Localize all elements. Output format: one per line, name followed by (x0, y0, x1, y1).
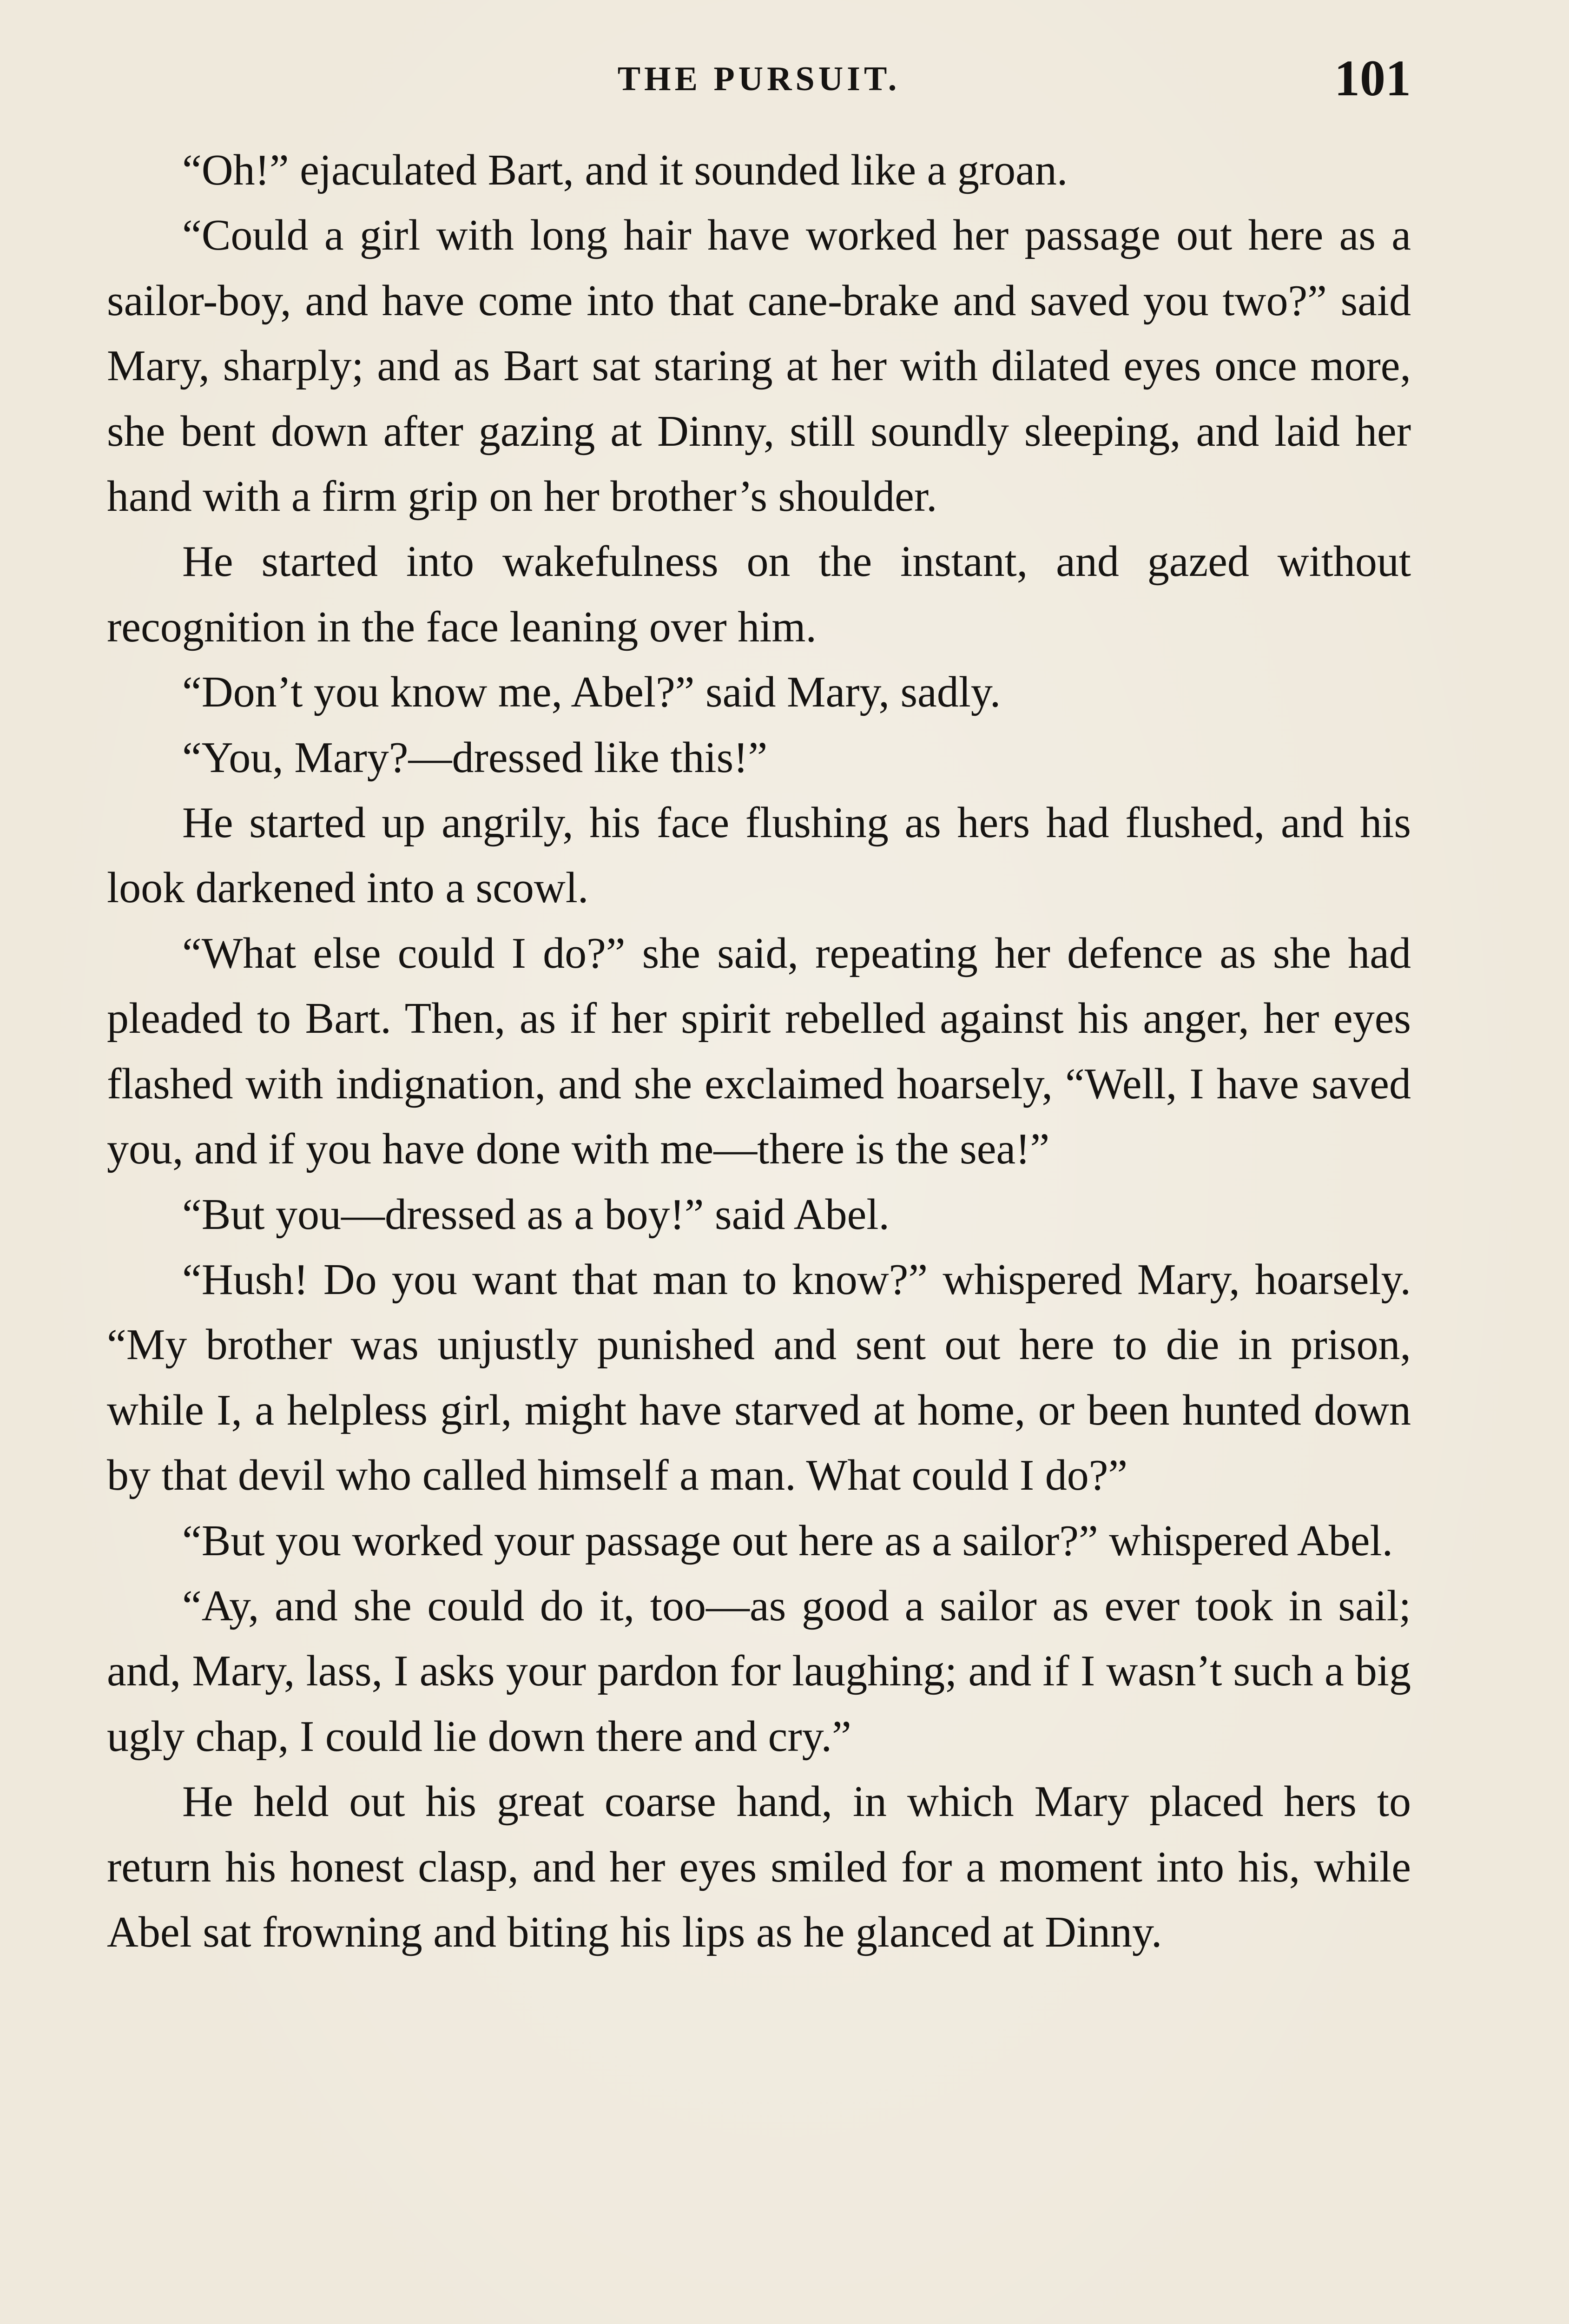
page-number: 101 (1334, 50, 1411, 106)
paragraph: “Hush! Do you want that man to know?” whispered Mary, hoarsely. “My brother was unjustly punished and sent out here to die in prison, while I, a helpless girl, might have starved at home, or been hunted down by that devil who called himself a man. What could I do?” (107, 1255, 1411, 1500)
body-text (107, 138, 1411, 1965)
paragraph: “Don’t you know me, Abel?” said Mary, sadly. (182, 668, 1001, 717)
paragraph: He held out his great coarse hand, in which Mary placed hers to return his honest clasp, and her eyes smiled for a moment into his, while Abel sat frowning and biting his lips as he glanced at Dinny. (107, 1777, 1411, 1956)
paragraph: “Oh!” ejaculated Bart, and it sounded like a groan. (182, 146, 1068, 194)
paragraph: “But you—dressed as a boy!” said Abel. (182, 1190, 890, 1239)
paragraph: “Could a girl with long hair have worked her passage out here as a sailor-boy, and have come into that cane-brake and saved you two?” said Mary, sharply; and as Bart sat staring at her with dilated eyes once more, she bent down after gazing at Dinny, still soundly sleeping, and laid her hand with a firm grip on her brother’s shoulder. (107, 211, 1411, 521)
running-head (107, 50, 1411, 116)
paragraph: “You, Mary?—dressed like this!” (182, 733, 768, 782)
paragraph: He started into wakefulness on the instant, and gazed without recognition in the face leaning over him. (107, 537, 1411, 651)
paragraph: “Ay, and she could do it, too—as good a sailor as ever took in sail; and, Mary, lass, I asks your pardon for laughing; and if I wasn’t such a big ugly chap, I could lie down there and cry.” (107, 1581, 1411, 1761)
paragraph: “What else could I do?” she said, repeating her defence as she had pleaded to Bart. Then, as if her spirit rebelled against his anger, her eyes flashed with indignation, and she exclaimed hoarsely, “Well, I have saved you, and if you have done with me—there is the sea!” (107, 929, 1411, 1174)
paragraph: He started up angrily, his face flushing as hers had flushed, and his look darkened into a scowl. (107, 799, 1411, 912)
running-head-title: THE PURSUIT. (617, 60, 901, 98)
paragraph: “But you worked your passage out here as a sailor?” whispered Abel. (182, 1516, 1393, 1565)
